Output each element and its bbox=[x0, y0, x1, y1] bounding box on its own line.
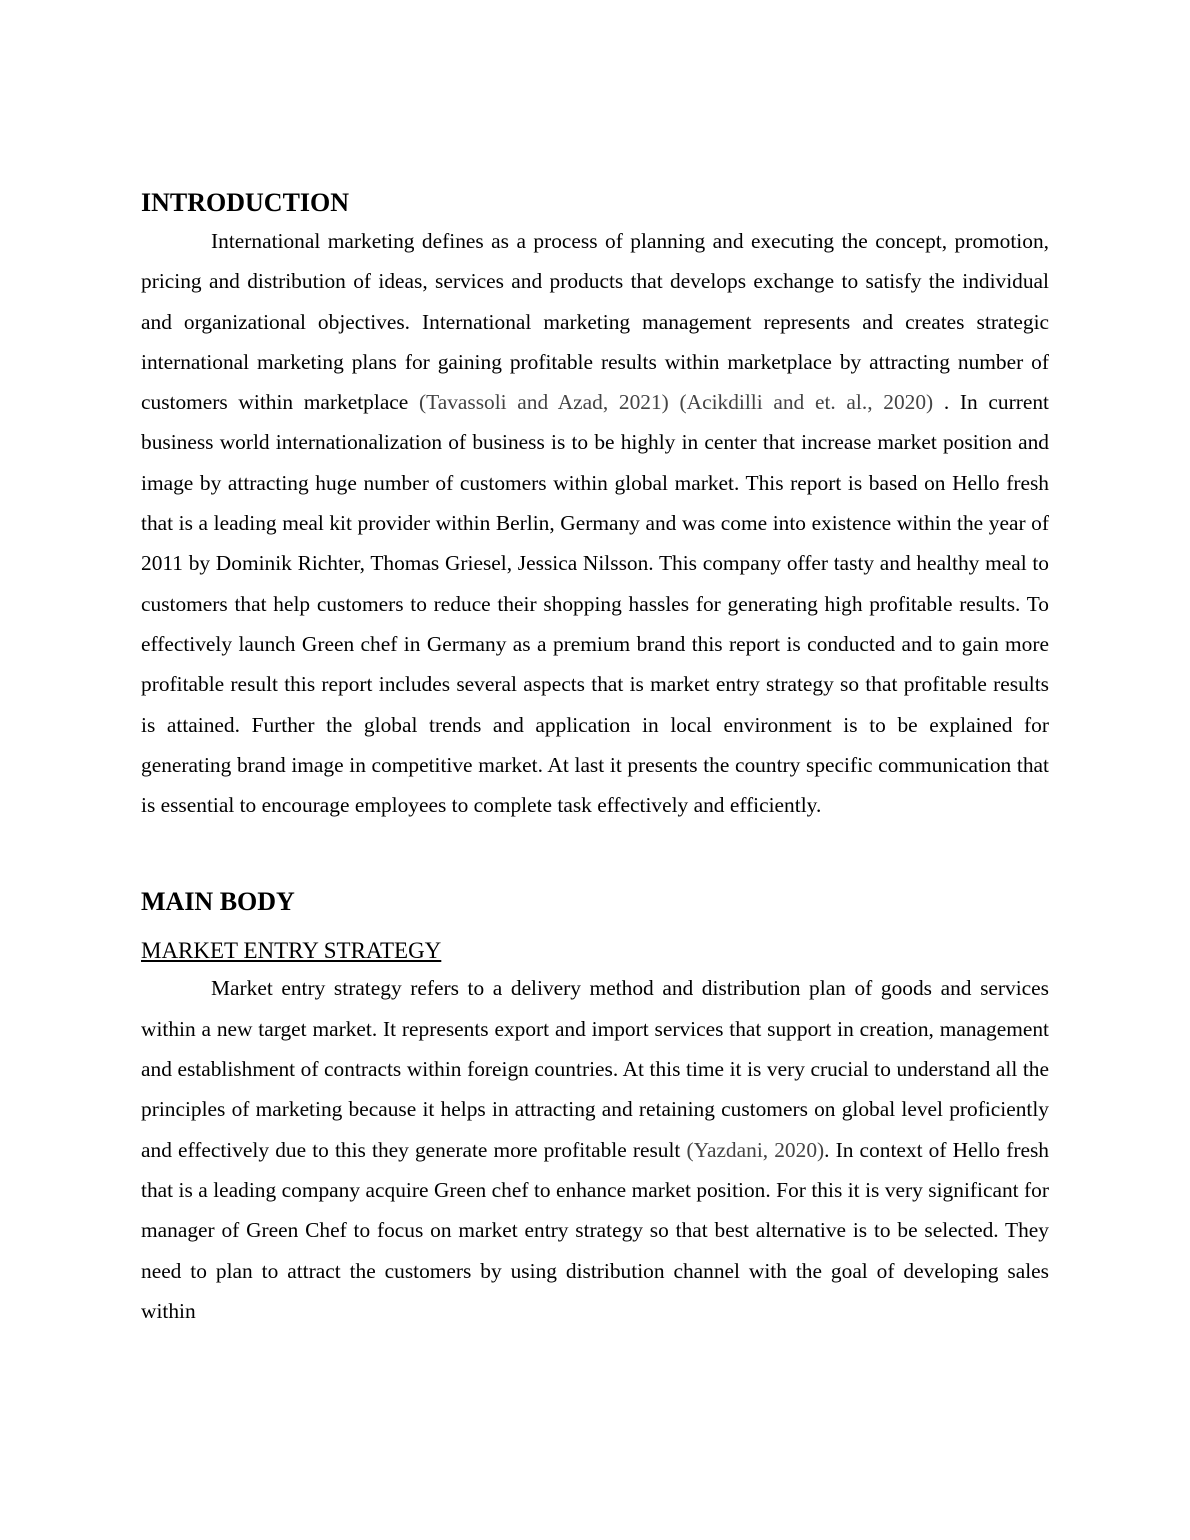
citation-tavassoli: (Tavassoli and Azad, 2021) bbox=[419, 390, 669, 415]
market-entry-paragraph bbox=[141, 968, 1049, 1331]
citation-yazdani: (Yazdani, 2020) bbox=[686, 1137, 825, 1162]
introduction-heading: INTRODUCTION bbox=[141, 188, 350, 217]
intro-text-part-2: . In current business world internationalization of business is to be highly in center that increase market position and image by attracting huge number of customers within global market. This report is based on Hello fresh that is a leading meal kit provider within Berlin, Germany and was come into existence within the year of 2011 by Dominik Richter, Thomas Griesel, Jessica Nilsson. This company offer tasty and healthy meal to customers that help customers to reduce their shopping hassles for generating high profitable results. To effectively launch Green chef in Germany as a premium brand this report is conducted and to gain more profitable result this report includes several aspects that is market entry strategy so that profitable results is attained. Further the global trends and application in local environment is to be explained for generating brand image in competitive market. At last it presents the country specific communication that is essential to encourage employees to complete task effectively and efficiently. bbox=[141, 390, 1049, 818]
market-text-part-1: Market entry strategy refers to a delivery method and distribution plan of goods and services within a new target market. It represents export and import services that support in creation, management and establishment of contracts within foreign countries. At this time it is very crucial to understand all the principles of marketing because it helps in attracting and retaining customers on global level proficiently and effectively due to this they generate more profitable result bbox=[141, 976, 1049, 1162]
citation-acikdilli: (Acikdilli and et. al., 2020) bbox=[679, 390, 934, 415]
introduction-paragraph bbox=[141, 221, 1049, 825]
document-page bbox=[141, 185, 1049, 1331]
intro-text-part-1: International marketing defines as a process of planning and executing the concept, promotion, pricing and distribution of ideas, services and products that develops exchange to satisfy the individual and organizational objectives. International marketing management represents and creates strategic international marketing plans for gaining profitable results within marketplace by attracting number of customers within marketplace bbox=[141, 229, 1049, 415]
market-entry-subheading: MARKET ENTRY STRATEGY bbox=[141, 938, 442, 964]
main-body-heading: MAIN BODY bbox=[141, 887, 295, 917]
market-text-part-2: . In context of Hello fresh that is a leading company acquire Green chef to enhance market position. For this it is very significant for manager of Green Chef to focus on market entry strategy so that best alternative is to be selected. They need to plan to attract the customers by using distribution channel with the goal of developing sales within bbox=[141, 1137, 1049, 1323]
